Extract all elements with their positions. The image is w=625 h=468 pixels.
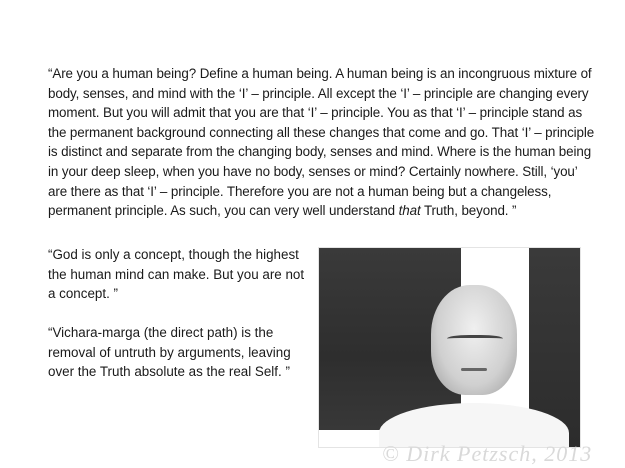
- main-quote-emphasis: that: [398, 203, 421, 219]
- main-quote-ending: Truth, beyond. ”: [420, 203, 517, 219]
- quote-god-concept: “God is only a concept, though the highest the human mind can make. But you are not a concept. ”: [48, 247, 305, 302]
- portrait-mouth: [461, 368, 487, 371]
- copyright-watermark: © Dirk Petzsch, 2013: [382, 441, 593, 466]
- quote-vichara-marga: “Vichara-marga (the direct path) is the removal of untruth by arguments, leaving over the Truth absolute as the real Self. ”: [48, 325, 291, 380]
- main-quote-text: “Are you a human being? Define a human being. A human being is an incongruous mixture of body, senses, and mind with the ‘I’ – principle. All except the ‘I’ – principle are changing every moment. But you will admit that you are that ‘I’ – principle. You as that ‘I’ – principle stand as the permanent background connecting all these changes that come and go. That ‘I’ – principle is distinct and separate from the changing body, senses and mind. Where is the human being in your deep sleep, when you have no body, senses or mind? Certainly nowhere. Still, ‘you’ are there as that ‘I’ – principle. Therefore you are not a human being but a changeless, permanent principle. As such, you can very well understand: [48, 66, 595, 219]
- portrait-photo: [318, 247, 581, 448]
- main-quote: [48, 64, 598, 221]
- portrait-eyes: [447, 335, 503, 344]
